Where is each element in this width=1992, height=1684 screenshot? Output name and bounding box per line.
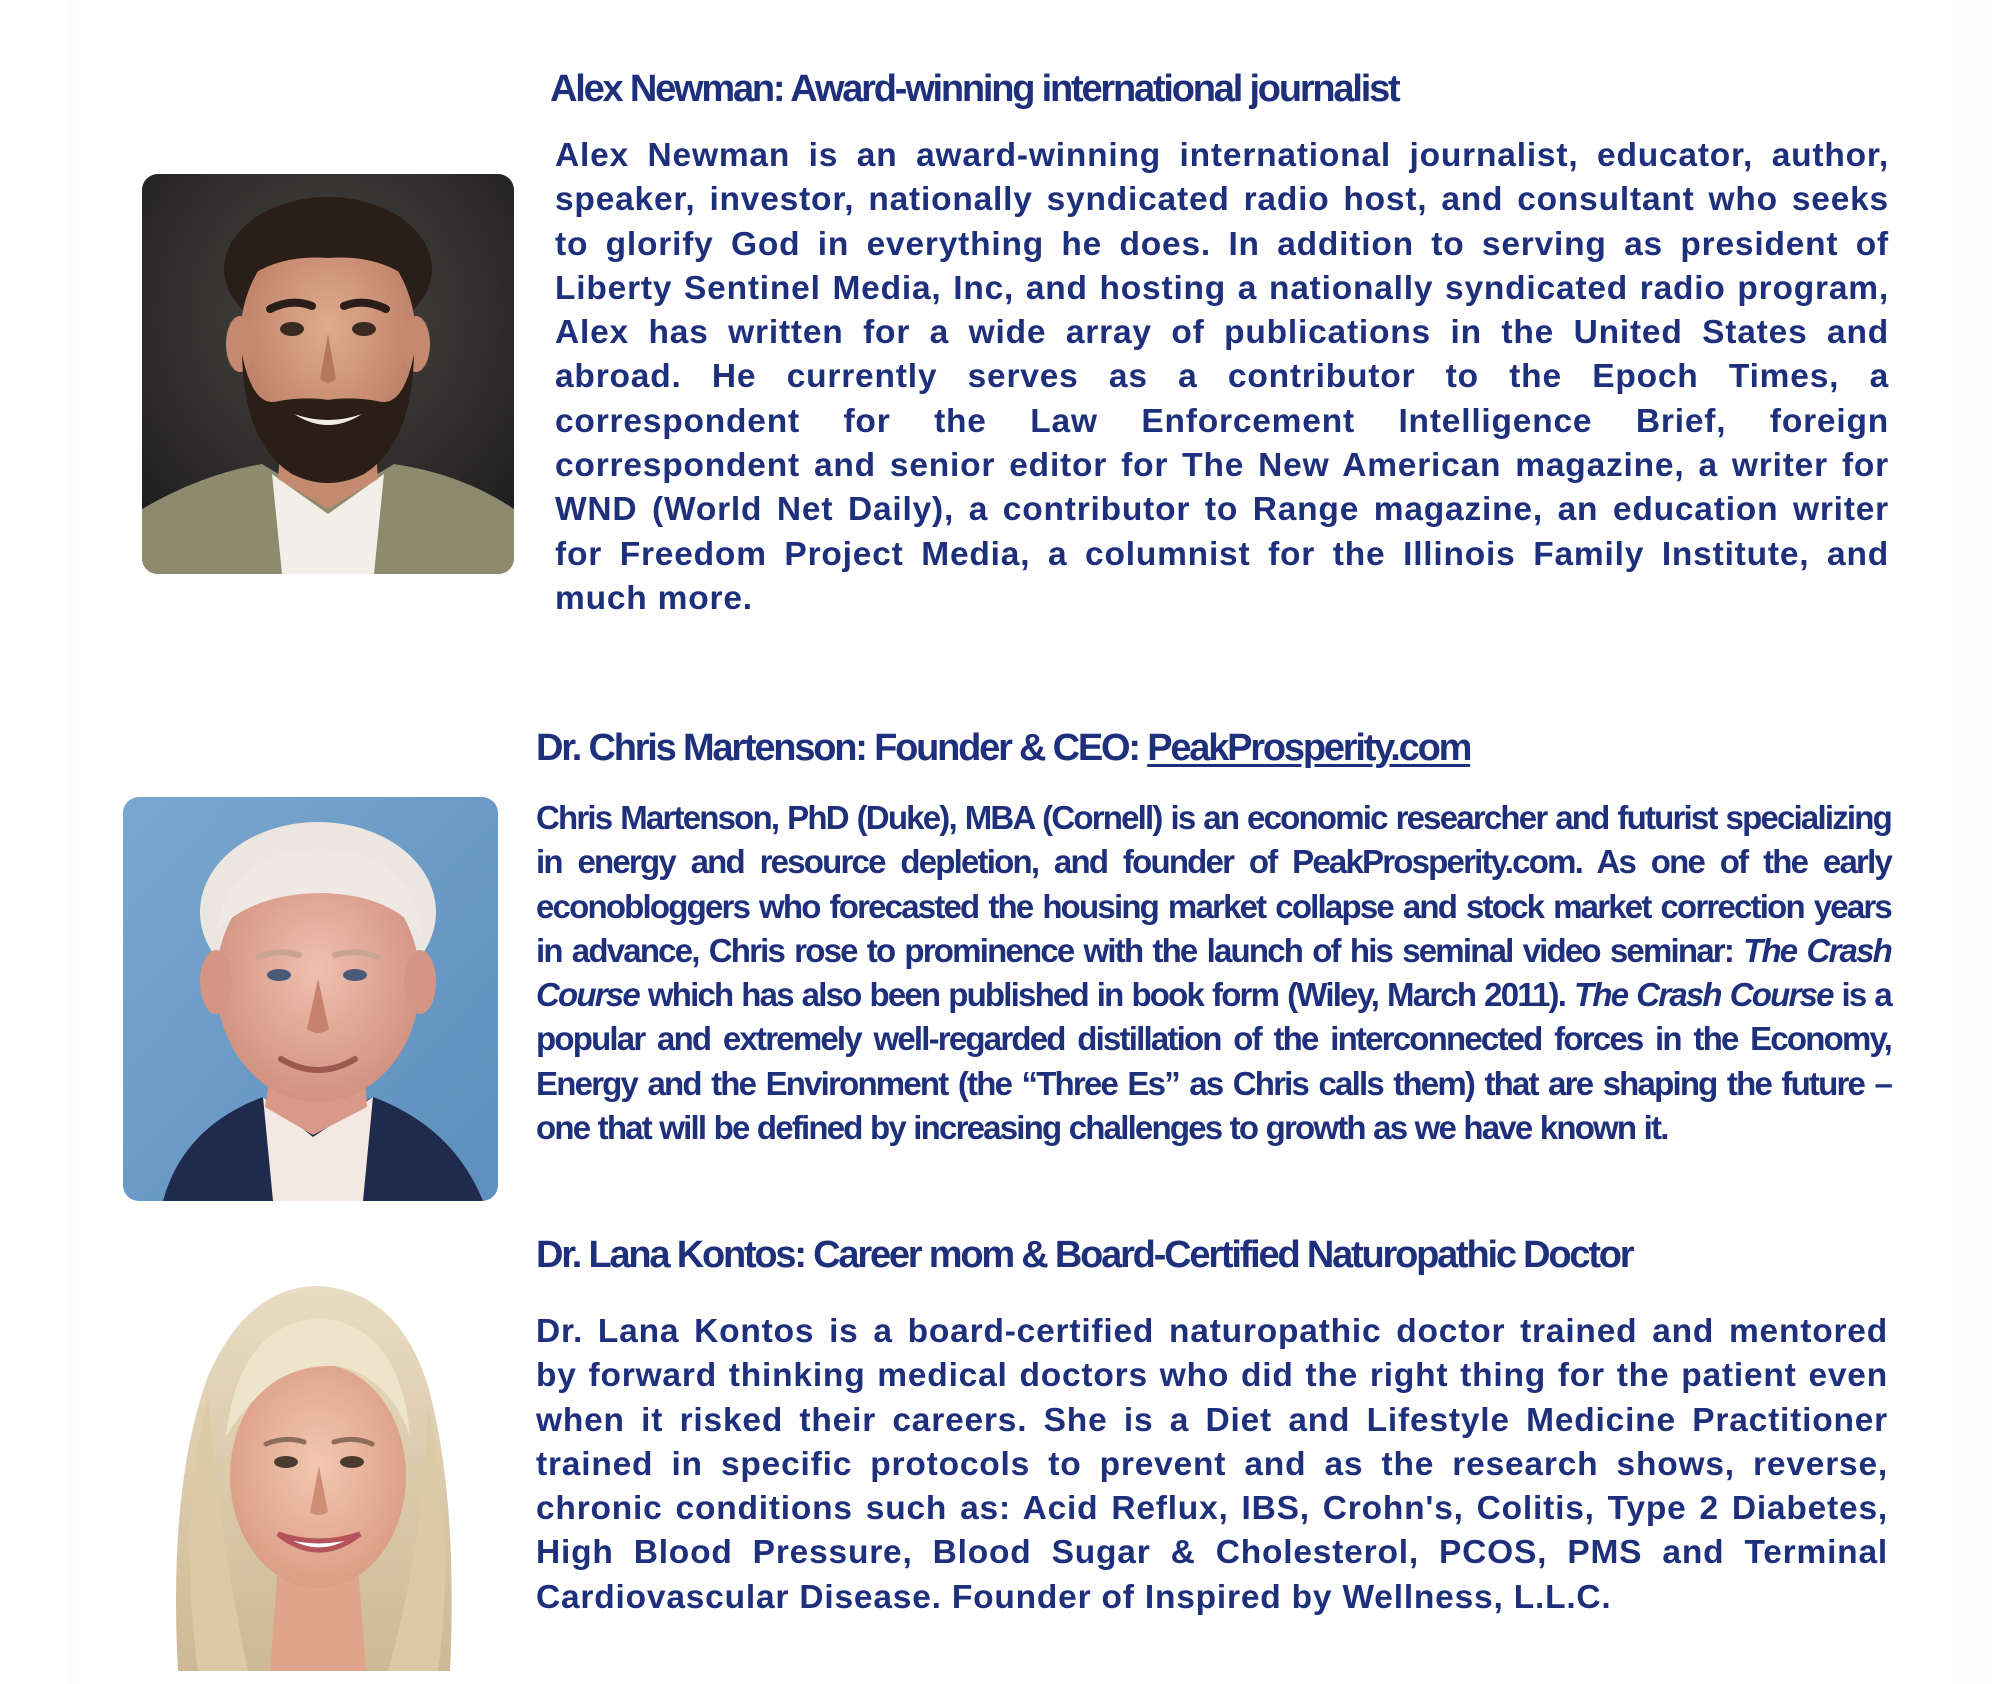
crash-course-title-1: The Crash Course — [536, 931, 1891, 1014]
bio-text-3: is a popular and extremely well-regarded distillation of the interconnected forces in the Economy, Energy and the Environment (the “Three Es” as Chris calls them) that are shaping the future – one that will be defined by increasing challenges to growth as we have known it. — [536, 976, 1891, 1147]
speaker-bio: Dr. Lana Kontos is a board-certified naturopathic doctor trained and mentored by forward thinking medical doctors who did the right thing for the patient even when it risked their careers. She is a Diet and Lifestyle Medicine Practitioner trained in specific protocols to prevent and as the research shows, reverse, chronic conditions such as: Acid Reflux, IBS, Crohn's, Colitis, Type 2 Diabetes, High Blood Pressure, Blood Sugar & Cholesterol, PCOS, PMS and Terminal Cardiovascular Disease. Founder of Inspired by Wellness, L.L.C. — [536, 1313, 1888, 1616]
peakprosperity-link[interactable]: PeakProsperity.com — [1147, 727, 1471, 769]
speaker-bio: Alex Newman is an award-winning international journalist, educator, author, speaker, investor, nationally syndicated radio host, and consultant who seeks to glorify God in everything he does. In addition to serving as president of Liberty Sentinel Media, Inc, and hosting a nationally syndicated radio program, Alex has written for a wide array of publications in the United States and abroad. He currently serves as a contributor to the Epoch Times, a correspondent for the Law Enforcement Intelligence Brief, foreign correspondent and senior editor for The New American magazine, a writer for WND (World Net Daily), a contributor to Range magazine, an education writer for Freedom Project Media, a columnist for the Illinois Family Institute, and much more. — [555, 137, 1889, 617]
bio-text-1: Chris Martenson, PhD (Duke), MBA (Cornell) is an economic researcher and futurist specializing in energy and resource depletion, and founder of PeakProsperity.com. As one of the early econobloggers who forecasted the housing market collapse and stock market correction years in advance, Chris rose to prominence with the launch of his seminal video seminar: — [536, 799, 1891, 969]
speaker-heading-text: Dr. Chris Martenson: Founder & CEO: — [536, 727, 1148, 769]
speaker-heading: Dr. Lana Kontos: Career mom & Board-Certified Naturopathic Doctor — [536, 1234, 1633, 1276]
speaker-heading: Alex Newman: Award-winning international journalist — [550, 68, 1399, 110]
bio-text-2: which has also been published in book form (Wiley, March 2011). — [638, 976, 1575, 1014]
lana-kontos-photo — [138, 1266, 483, 1671]
crash-course-title-2: The Crash Course — [1574, 976, 1833, 1014]
